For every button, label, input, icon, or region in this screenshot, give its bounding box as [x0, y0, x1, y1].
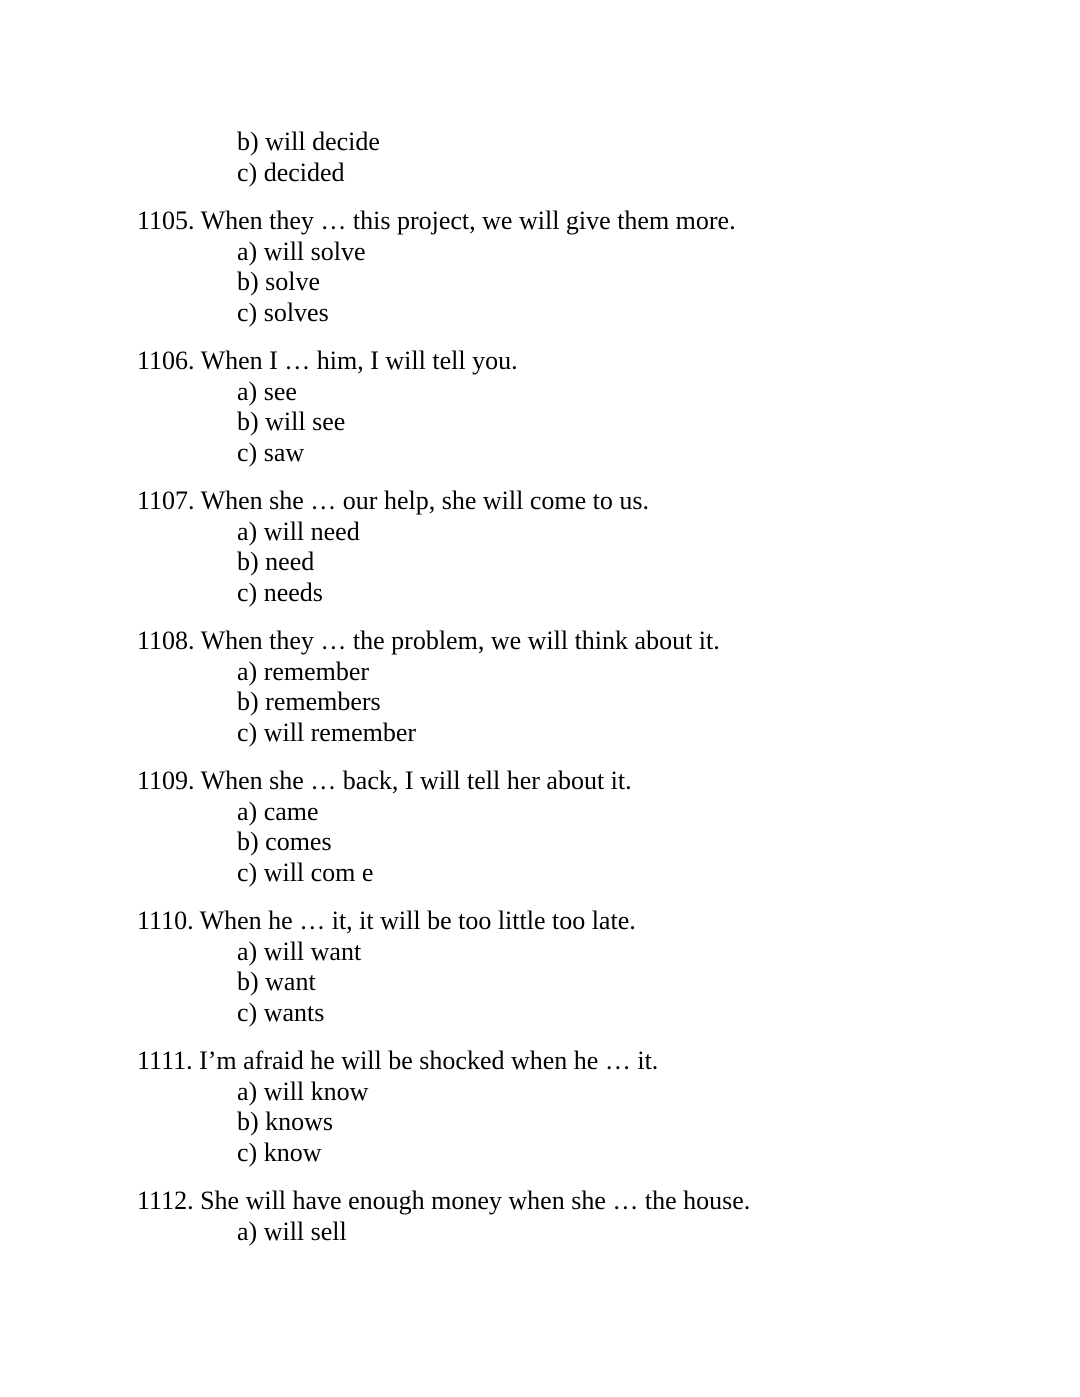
answer-option: b) knows — [237, 1107, 334, 1136]
question-stem: 1105. When they … this project, we will give them more. — [137, 206, 736, 235]
question-stem: 1106. When I … him, I will tell you. — [137, 346, 518, 375]
question-stem: 1112. She will have enough money when she … the house. — [137, 1186, 751, 1215]
question-block — [0, 346, 1080, 468]
answer-option: a) see — [237, 376, 297, 406]
question-block — [0, 1186, 1080, 1247]
answer-option: c) saw — [237, 437, 305, 467]
answer-option: b) will decide — [237, 127, 380, 156]
answer-option: c) will com e — [237, 857, 374, 887]
answer-option: a) will know — [237, 1076, 369, 1106]
answer-option: b) need — [237, 547, 315, 576]
answer-option: c) will remember — [237, 717, 417, 747]
answer-option: a) will solve — [237, 236, 366, 266]
answer-option: a) came — [237, 796, 319, 826]
answer-option: c) know — [237, 1137, 322, 1167]
answer-option: a) will sell — [237, 1216, 347, 1246]
question-stem: 1111. I’m afraid he will be shocked when he … it. — [137, 1046, 659, 1075]
question-stem: 1109. When she … back, I will tell her about it. — [137, 766, 632, 795]
answer-option: a) will want — [237, 936, 362, 966]
question-block — [0, 906, 1080, 1028]
answer-option: c) needs — [237, 577, 323, 607]
answer-option: a) remember — [237, 656, 370, 686]
answer-option: b) will see — [237, 407, 346, 436]
answer-option: b) solve — [237, 267, 321, 296]
answer-option: c) wants — [237, 997, 325, 1027]
question-stem: 1108. When they … the problem, we will think about it. — [137, 626, 720, 655]
question-stem: 1110. When he … it, it will be too little too late. — [137, 906, 636, 935]
answer-option: c) decided — [237, 157, 345, 187]
question-stem: 1107. When she … our help, she will come to us. — [137, 486, 649, 515]
answer-option: b) comes — [237, 827, 332, 856]
answer-option: a) will need — [237, 516, 360, 546]
answer-option: b) remembers — [237, 687, 381, 716]
document-page — [0, 127, 1080, 1247]
answer-option: b) want — [237, 967, 316, 996]
question-block — [0, 626, 1080, 748]
question-block — [0, 766, 1080, 888]
question-block — [0, 127, 1080, 188]
question-block — [0, 206, 1080, 328]
question-block — [0, 1046, 1080, 1168]
question-block — [0, 486, 1080, 608]
answer-option: c) solves — [237, 297, 329, 327]
